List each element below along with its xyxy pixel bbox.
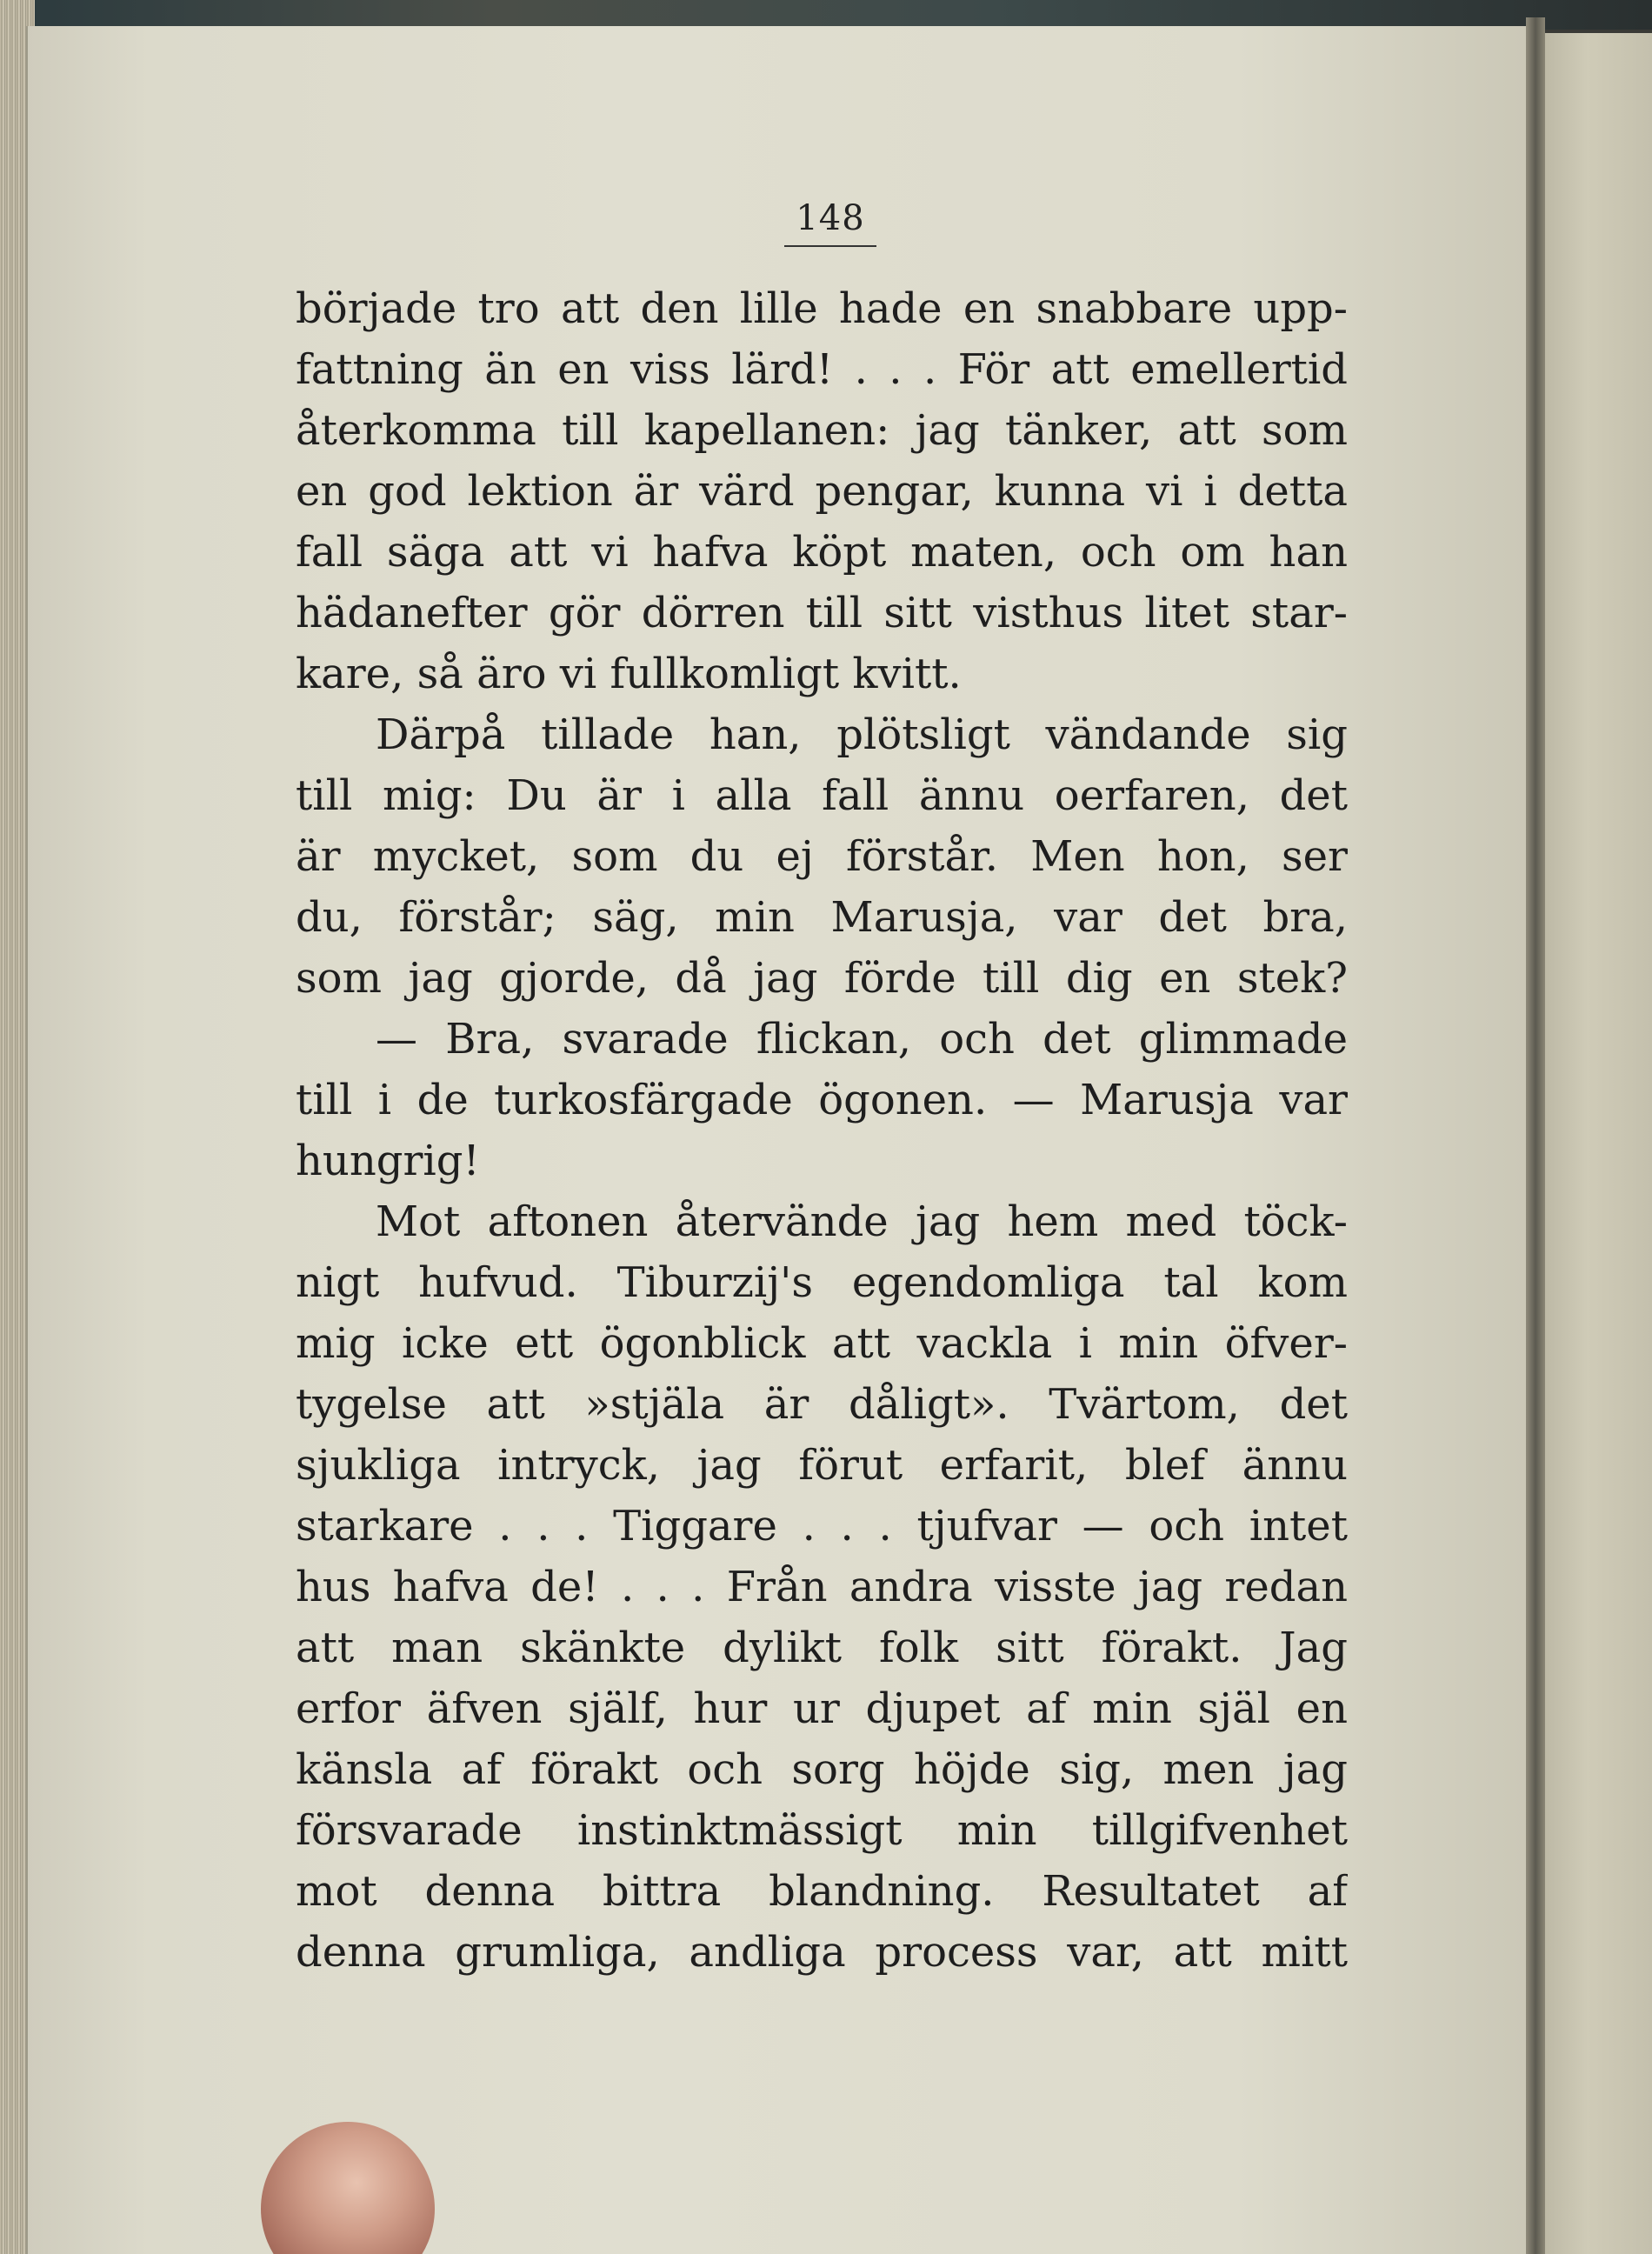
text-line: Därpå tillade han, plötsligt vändande sig — [376, 710, 1348, 759]
book-gutter — [1526, 17, 1545, 2254]
text-line: mig icke ett ögonblick att vackla i min öfver- — [296, 1319, 1348, 1368]
text-line: nigt hufvud. Tiburzij's egendomliga tal kom — [296, 1258, 1348, 1307]
text-line: erfor äfven själf, hur ur djupet af min själ en — [296, 1684, 1348, 1733]
text-line: känsla af förakt och sorg höjde sig, men jag — [296, 1745, 1348, 1794]
text-line: att man skänkte dylikt folk sitt förakt. Jag — [296, 1624, 1348, 1672]
page-number-underline — [784, 245, 876, 247]
text-line: är mycket, som du ej förstår. Men hon, ser — [296, 832, 1348, 881]
body-text — [296, 278, 1348, 1983]
text-line: Mot aftonen återvände jag hem med töck- — [376, 1197, 1348, 1246]
text-line: du, förstår; säg, min Marusja, var det bra, — [296, 893, 1348, 942]
text-line: denna grumliga, andliga process var, att mitt — [296, 1928, 1348, 1977]
text-line: försvarade instinktmässigt min tillgifvenhet — [296, 1806, 1348, 1855]
text-line: starkare . . . Tiggare . . . tjufvar — och intet — [296, 1502, 1348, 1550]
text-line: hungrig! — [296, 1137, 480, 1185]
text-line: — Bra, svarade flickan, och det glimmade — [376, 1015, 1348, 1064]
facing-page-edge — [1545, 33, 1652, 2254]
text-line: en god lektion är värd pengar, kunna vi i detta — [296, 467, 1348, 516]
text-line: till mig: Du är i alla fall ännu oerfaren, det — [296, 771, 1348, 820]
text-line: som jag gjorde, då jag förde till dig en stek? — [296, 954, 1348, 1003]
text-line: tygelse att »stjäla är dåligt». Tvärtom, det — [296, 1380, 1348, 1429]
text-line: kare, så äro vi fullkomligt kvitt. — [296, 650, 962, 698]
text-line: fall säga att vi hafva köpt maten, och om han — [296, 528, 1348, 577]
page-number: 148 — [796, 198, 865, 238]
text-line: återkomma till kapellanen: jag tänker, att som — [296, 406, 1348, 455]
text-line: till i de turkosfärgade ögonen. — Marusja var — [296, 1076, 1348, 1124]
background-top-edge — [0, 0, 1652, 30]
text-line: fattning än en viss lärd! . . . För att emellertid — [296, 345, 1348, 394]
text-line: hädanefter gör dörren till sitt visthus litet star- — [296, 589, 1348, 637]
text-line: mot denna bittra blandning. Resultatet af — [296, 1867, 1348, 1916]
text-line: började tro att den lille hade en snabbare upp- — [296, 284, 1348, 333]
text-line: hus hafva de! . . . Från andra visste jag redan — [296, 1563, 1348, 1611]
text-line: sjukliga intryck, jag förut erfarit, blef ännu — [296, 1441, 1348, 1490]
